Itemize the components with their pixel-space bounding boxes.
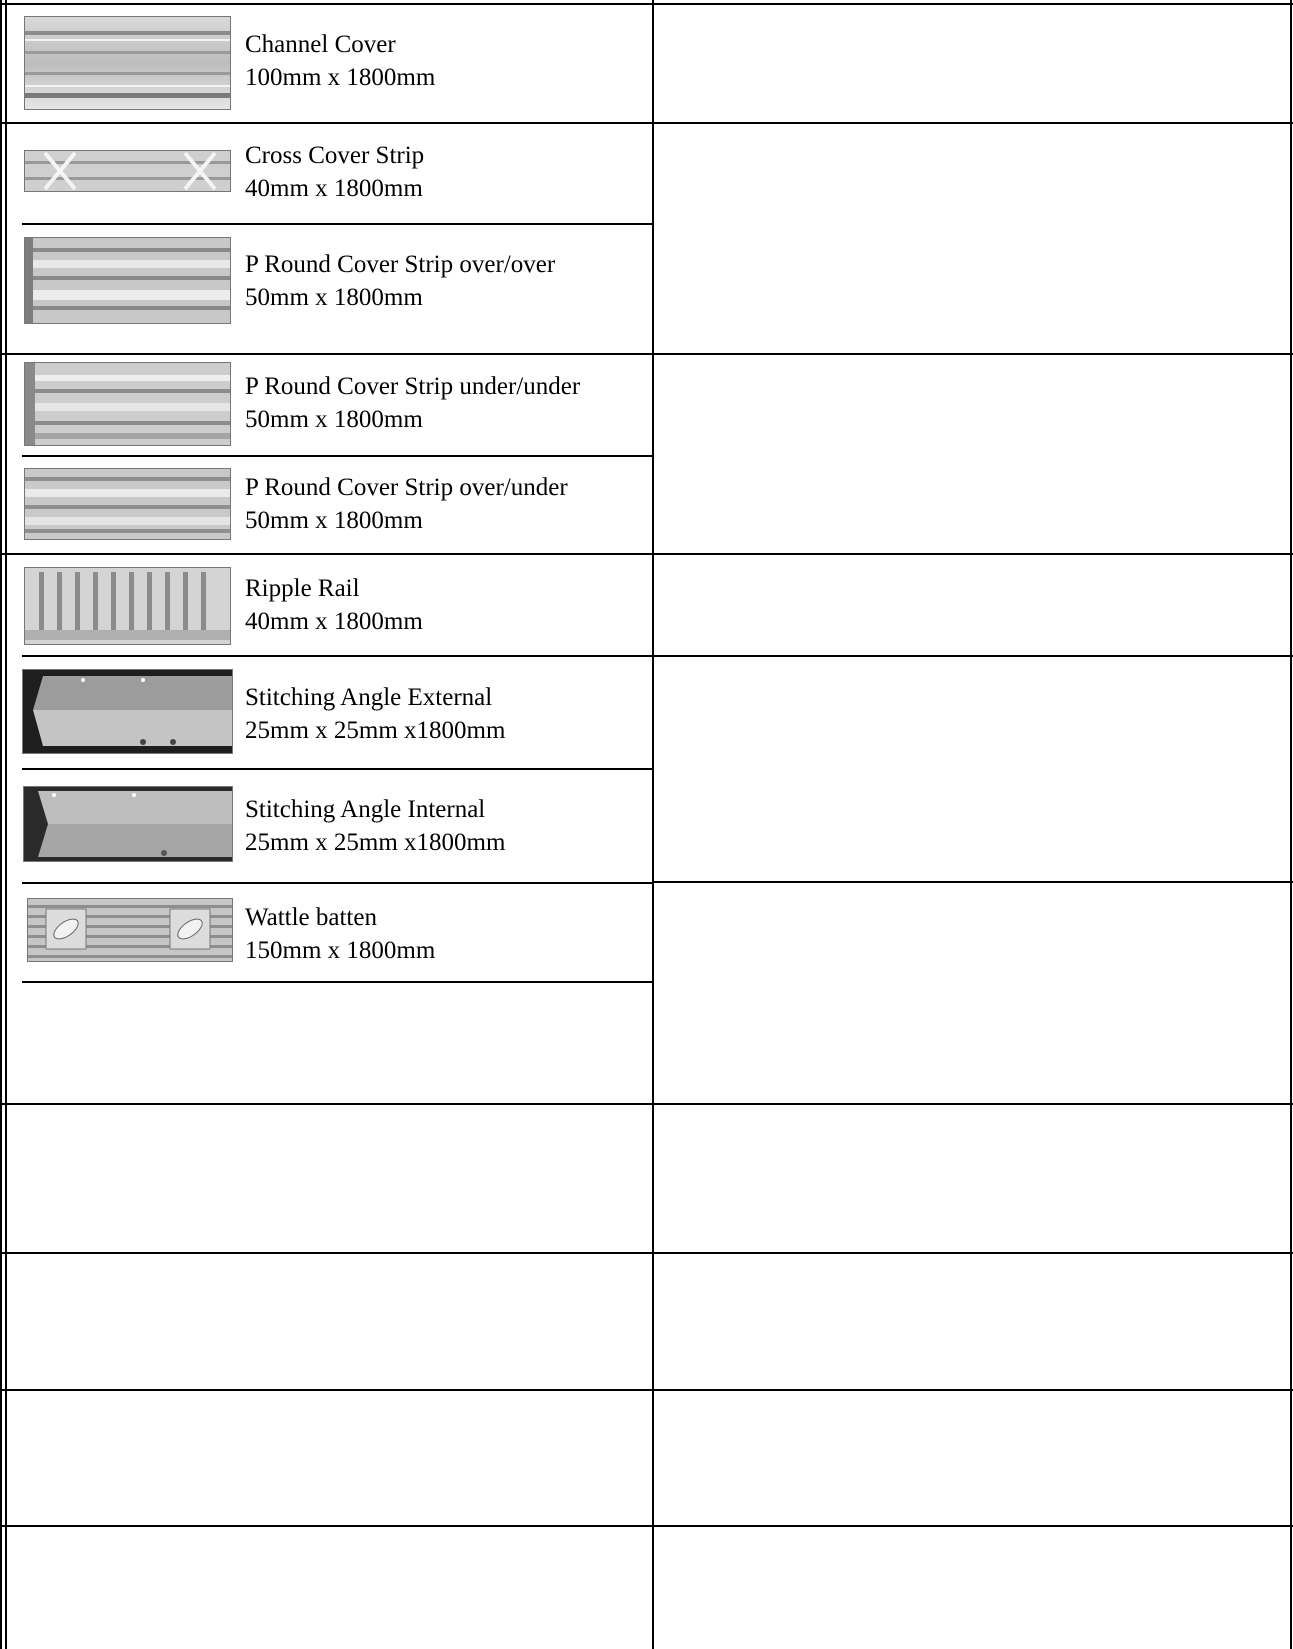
p-round-over-over-image [24,237,231,324]
product-name: Stitching Angle External [245,684,493,711]
product-entry [22,124,637,223]
row-divider [0,3,1293,5]
row-divider [0,1525,1293,1527]
product-size: 40mm x 1800mm [245,175,423,202]
product-size: 40mm x 1800mm [245,608,423,635]
product-label [245,793,505,859]
p-round-over-under-image [24,468,231,540]
table-left-border [0,0,2,1649]
product-entry [22,225,637,353]
left-cell-divider [22,981,652,983]
product-label [245,572,423,638]
product-label [245,248,555,314]
product-entry [22,355,637,455]
product-entry [22,10,637,122]
product-name: P Round Cover Strip over/under [245,474,568,501]
product-label [245,28,435,94]
product-size: 50mm x 1800mm [245,284,423,311]
stitching-angle-internal-image [23,786,233,862]
product-entry [22,457,637,553]
product-entry [22,657,637,768]
product-size: 50mm x 1800mm [245,406,423,433]
column-divider [652,0,654,1649]
product-name: Stitching Angle Internal [245,796,486,823]
channel-cover-image [24,16,231,110]
product-entry [22,770,637,882]
right-cell-divider [652,881,1293,883]
product-label [245,370,580,436]
row-divider [0,1103,1293,1105]
product-label [245,139,424,205]
row-divider [0,1389,1293,1391]
right-cell-divider [652,655,1293,657]
product-name: Wattle batten [245,904,377,931]
stitching-angle-external-image [22,669,233,754]
row-divider [0,1252,1293,1254]
product-name: Ripple Rail [245,575,360,602]
product-entry [22,884,637,981]
product-name: Channel Cover [245,31,396,58]
product-name: P Round Cover Strip under/under [245,373,581,400]
product-name: P Round Cover Strip over/over [245,251,556,278]
product-name: Cross Cover Strip [245,142,425,169]
table-left-border-inner [5,0,7,1649]
product-label [245,471,568,537]
product-size: 25mm x 25mm x1800mm [245,829,506,856]
product-entry [22,555,637,655]
product-label [245,901,435,967]
cross-cover-strip-image [24,150,231,192]
product-size: 100mm x 1800mm [245,64,436,91]
product-size: 50mm x 1800mm [245,507,423,534]
product-size: 25mm x 25mm x1800mm [245,717,506,744]
ripple-rail-image [24,567,231,645]
product-size: 150mm x 1800mm [245,937,436,964]
table-right-border [1290,0,1292,1649]
p-round-under-under-image [24,362,231,446]
product-label [245,681,505,747]
wattle-batten-image [27,898,233,962]
